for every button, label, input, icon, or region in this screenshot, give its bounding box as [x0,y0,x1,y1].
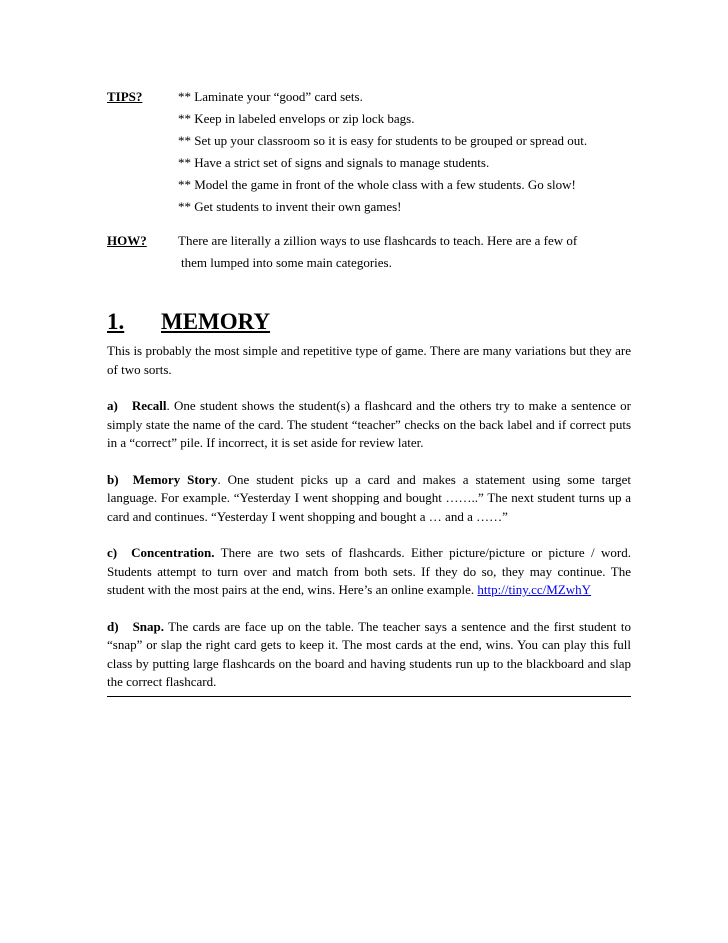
section-heading [107,308,631,336]
item-snap [107,618,631,692]
item-title: Snap. [132,618,165,634]
how-label: HOW? [107,233,147,248]
tips-label: TIPS? [107,89,143,104]
item-title: Memory Story [132,471,218,487]
item-title: Concentration. [131,545,215,560]
tips-item: ** Laminate your “good” card sets. [178,89,363,104]
document-page [107,86,631,697]
section-number: 1. [107,309,125,334]
item-letter: b) [107,471,119,487]
intro-paragraph: This is probably the most simple and repetitive type of game. There are many variations but they are of two sorts. [107,343,631,377]
tips-item-row [107,196,631,218]
item-letter: c) [107,545,118,560]
online-example-link[interactable]: http://tiny.cc/MZwhY [477,582,592,597]
tips-item-row [107,130,631,152]
item-letter: d) [107,618,119,634]
item-text: There are two sets of flashcards. Either picture/picture or picture / word. Students attempt to turn over and match from both sets. If they do so, they may continue. The student with the most pairs at the end, wins. Here’s an online example. [107,545,631,597]
how-text-line: There are literally a zillion ways to use flashcards to teach. Here are a few of [178,233,578,248]
how-row-continued [107,252,631,274]
tips-item: ** Model the game in front of the whole class with a few students. Go slow! [178,177,576,192]
horizontal-rule [107,696,631,697]
tips-item: ** Set up your classroom so it is easy for students to be grouped or spread out. [178,133,588,148]
item-text: . One student picks up a card and makes a statement using some target language. For example. “Yesterday I went shopping and bought ……..” The next student turns up a card and continues. “Yesterday I went shopping and bought a … and a ……” [107,471,632,524]
tips-row [107,86,631,108]
item-memory-story [107,471,631,527]
tips-item-row [107,174,631,196]
spacer [107,218,631,230]
section-title: MEMORY [161,309,271,334]
item-letter: a) [107,398,118,413]
item-title: Recall [131,398,167,413]
tips-item-row [107,152,631,174]
item-text: The cards are face up on the table. The teacher says a sentence and the first student to “snap” or slap the right card gets to keep it. The most cards at the end, wins. You can play this full class by putting large flashcards on the board and having students run up to the blackboard and slap the correct flashcard. [107,618,631,689]
item-concentration [107,544,631,600]
how-text-line: them lumped into some main categories. [181,255,392,270]
tips-item-row [107,108,631,130]
tips-item: ** Get students to invent their own games! [178,199,402,214]
item-text: . One student shows the student(s) a flashcard and the others try to make a sentence or simply state the name of the card. The student “teacher” checks on the back label and if correct puts in a “correct” pile. If incorrect, it is set aside for review later. [107,398,631,450]
tips-item: ** Have a strict set of signs and signals to manage students. [178,155,490,170]
spacer [107,274,631,308]
how-row [107,230,631,252]
tips-item: ** Keep in labeled envelops or zip lock bags. [178,111,415,126]
item-recall [107,397,631,453]
